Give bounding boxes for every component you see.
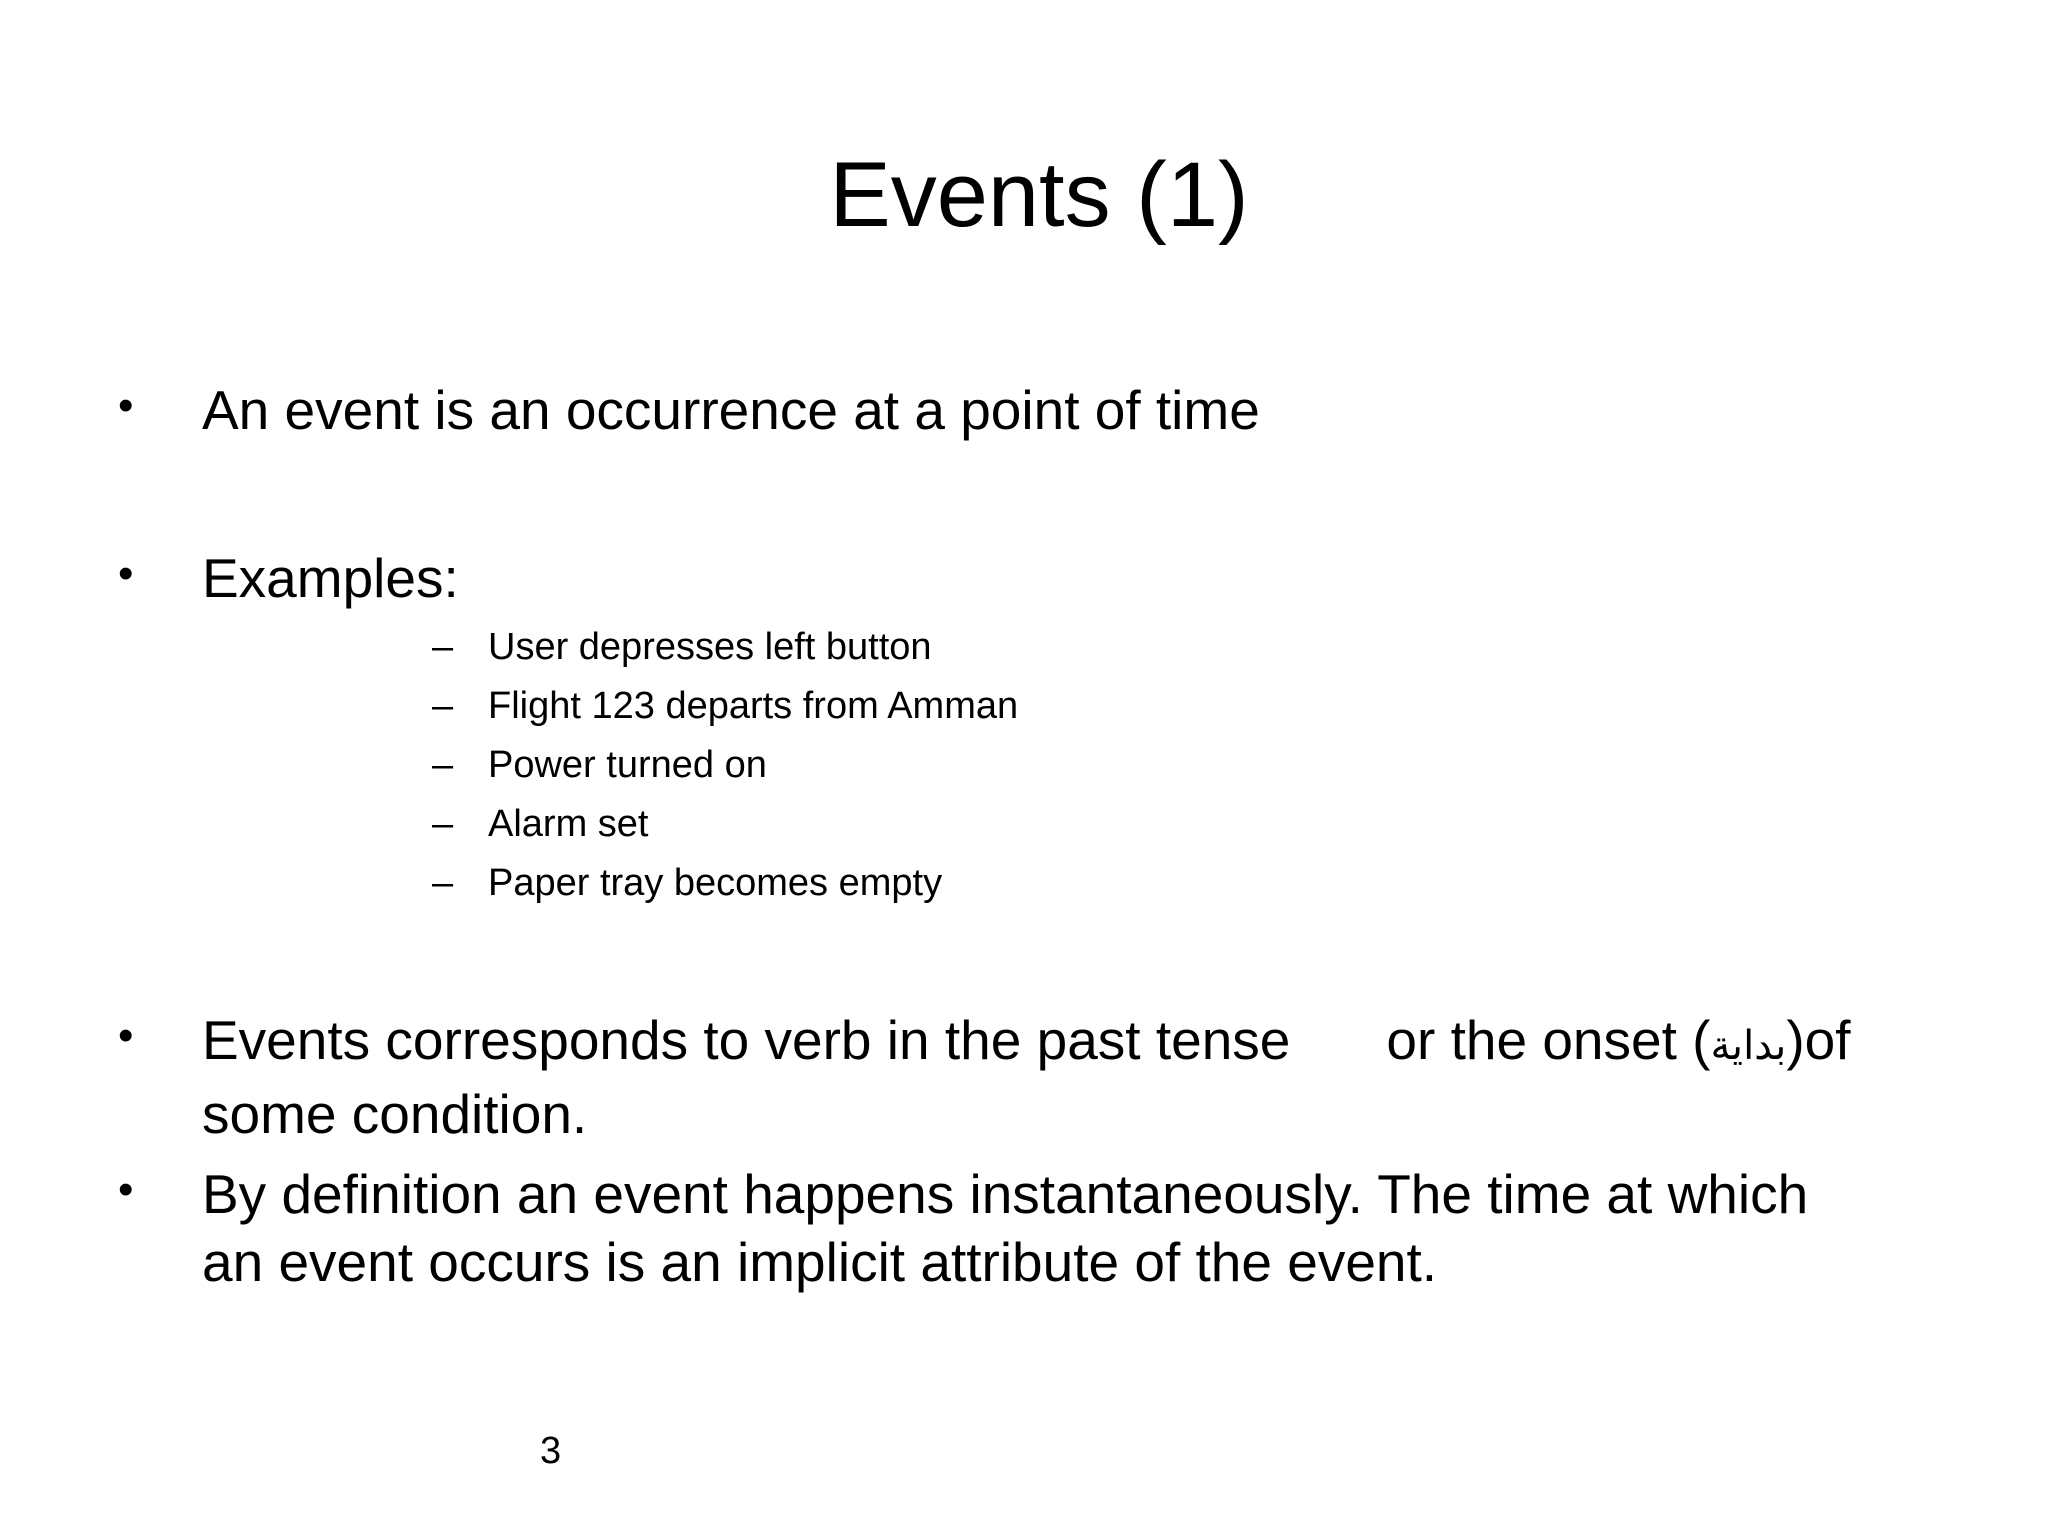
bullet-text-part: some condition. — [202, 1083, 588, 1145]
slide-title: Events (1) — [829, 144, 1249, 246]
bullet-item — [118, 1006, 1958, 1146]
bullet-text-part: or the onset ( — [1386, 1009, 1711, 1071]
sub-bullet-text: Alarm set — [488, 803, 649, 845]
bullet-icon: • — [118, 1011, 134, 1060]
arabic-word: بداية — [1710, 1023, 1787, 1069]
sub-bullet-text: User depresses left button — [488, 626, 932, 668]
bullet-text — [202, 1160, 1958, 1296]
bullet-text-part: By definition an event happens instantaneously. The time at which — [202, 1163, 1809, 1225]
sub-bullet-icon: – — [432, 803, 454, 845]
bullet-text-part: Events corresponds to verb in the past tense — [202, 1009, 1291, 1071]
sub-bullet-icon: – — [432, 685, 454, 727]
bullet-text: An event is an occurrence at a point of time — [202, 379, 1260, 441]
bullet-item — [118, 1160, 1958, 1300]
sub-bullet-icon: – — [432, 744, 454, 786]
bullet-text-part: )of — [1786, 1009, 1851, 1071]
page-number: 3 — [540, 1430, 562, 1472]
bullet-icon: • — [118, 549, 134, 598]
bullet-icon: • — [118, 381, 134, 430]
sub-bullet-text: Flight 123 departs from Amman — [488, 685, 1019, 727]
bullet-icon: • — [118, 1165, 134, 1214]
sub-bullet-icon: – — [432, 626, 454, 668]
bullet-text — [202, 1006, 1958, 1148]
sub-bullet-text: Power turned on — [488, 744, 767, 786]
bullet-text: Examples: — [202, 547, 459, 609]
bullet-text-part: an event occurs is an implicit attribute of the event. — [202, 1231, 1438, 1293]
sub-bullet-text: Paper tray becomes empty — [488, 862, 943, 904]
sub-bullet-icon: – — [432, 862, 454, 904]
